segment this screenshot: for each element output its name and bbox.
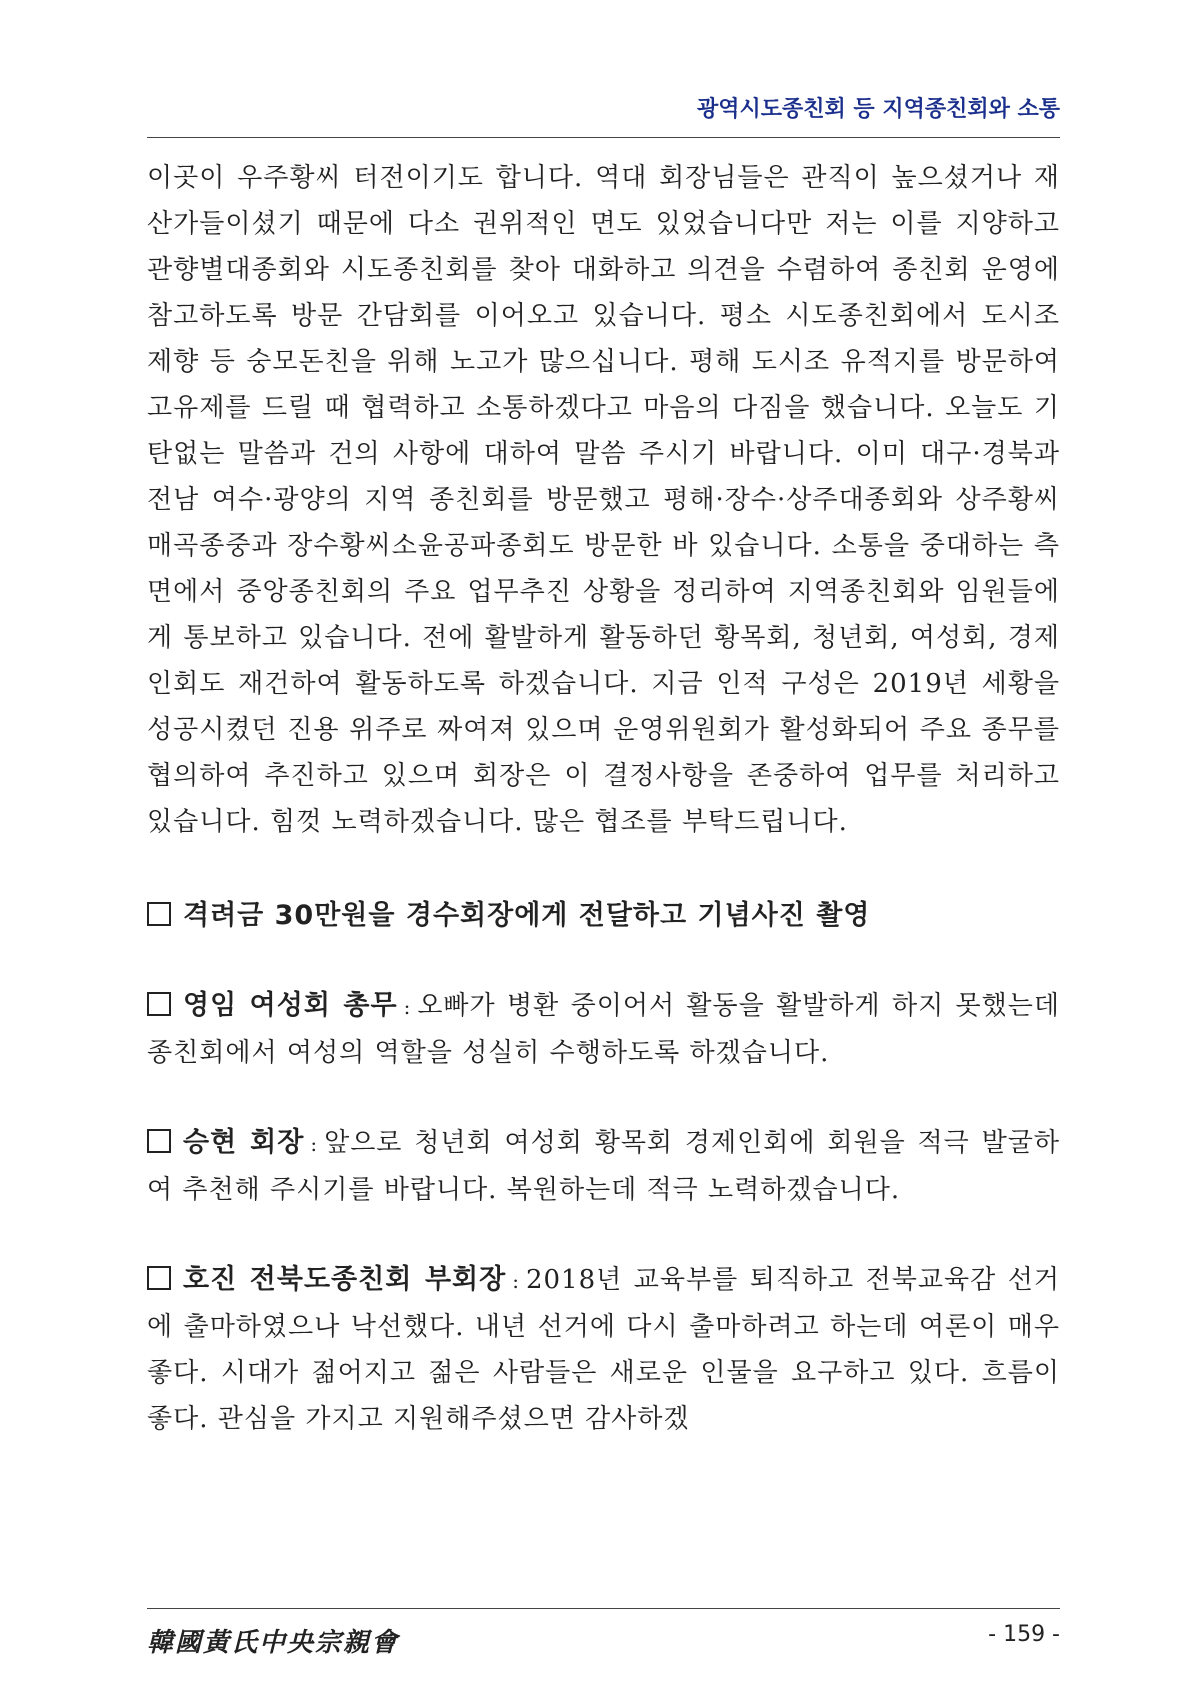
item-3 <box>147 1120 1060 1213</box>
item-3-text: 앞으로 청년회 여성회 황목회 경제인회에 회원을 적극 발굴하여 추천해 주시기를 바랍니다. 복원하는데 적극 노력하겠습니다. <box>147 1128 1060 1205</box>
page-body <box>147 155 1060 1442</box>
item-2-text: 오빠가 병환 중이어서 활동을 활발하게 하지 못했는데 종친회에서 여성의 역할을 성실히 수행하도록 하겠습니다. <box>147 991 1061 1068</box>
checkbox-icon <box>147 902 171 926</box>
item-2-separator: : <box>403 995 412 1019</box>
item-3-separator: : <box>310 1132 319 1156</box>
item-1 <box>147 893 1060 939</box>
intro-paragraph: 이곳이 우주황씨 터전이기도 합니다. 역대 회장님들은 관직이 높으셨거나 재산가들이셨기 때문에 다소 권위적인 면도 있었습니다만 저는 이를 지양하고 관향별대종회와 시도종친회를 찾아 대화하고 의견을 수렴하여 종친회 운영에 참고하도록 방문 간담회를 이어오고 있습니다. 평소 시도종친회에서 도시조 제향 등 숭모돈친을 위해 노고가 많으십니다. 평해 도시조 유적지를 방문하여 고유제를 드릴 때 협력하고 소통하겠다고 마음의 다짐을 했습니다. 오늘도 기탄없는 말씀과 건의 사항에 대하여 말씀 주시기 바랍니다. 이미 대구·경북과 전남 여수·광양의 지역 종친회를 방문했고 평해·장수·상주대종회와 상주황씨매곡종중과 장수황씨소윤공파종회도 방문한 바 있습니다. 소통을 중대하는 측면에서 중앙종친회의 주요 업무추진 상황을 정리하여 지역종친회와 임원들에게 통보하고 있습니다. 전에 활발하게 활동하던 황목회, 청년회, 여성회, 경제인회도 재건하여 활동하도록 하겠습니다. 지금 인적 구성은 2019년 세황을 성공시켰던 진용 위주로 짜여져 있으며 운영위원회가 활성화되어 주요 종무를 협의하여 추진하고 있으며 회장은 이 결정사항을 존중하여 업무를 처리하고 있습니다. 힘껏 노력하겠습니다. 많은 협조를 부탁드립니다. <box>147 163 1060 837</box>
checkbox-icon <box>147 1266 171 1290</box>
item-4-title: 호진 전북도종친회 부회장 <box>183 1264 507 1295</box>
checkbox-icon <box>147 1129 171 1153</box>
item-3-title: 승현 회장 <box>183 1127 305 1158</box>
item-4-separator: : <box>512 1269 520 1293</box>
item-2 <box>147 983 1060 1076</box>
header-divider <box>147 137 1060 138</box>
checkbox-icon <box>147 992 171 1016</box>
organization-name: 韓國黃氏中央宗親會 <box>147 1628 400 1658</box>
footer-divider <box>147 1608 1060 1609</box>
item-4 <box>147 1257 1060 1442</box>
running-header: 광역시도종친회 등 지역종친회와 소통 <box>696 97 1060 122</box>
item-2-title: 영임 여성회 총무 <box>183 990 398 1021</box>
item-1-title: 격려금 30만원을 경수회장에게 전달하고 기념사진 촬영 <box>183 900 871 931</box>
item-4-text: 2018년 교육부를 퇴직하고 전북교육감 선거에 출마하였으나 낙선했다. 내년 선거에 다시 출마하려고 하는데 여론이 매우 좋다. 시대가 젊어지고 젊은 사람들은 새로운 인물을 요구하고 있다. 흐름이 좋다. 관심을 가지고 지원해주셨으면 감사하겠 <box>147 1265 1060 1434</box>
page-number: - 159 - <box>988 1622 1060 1647</box>
